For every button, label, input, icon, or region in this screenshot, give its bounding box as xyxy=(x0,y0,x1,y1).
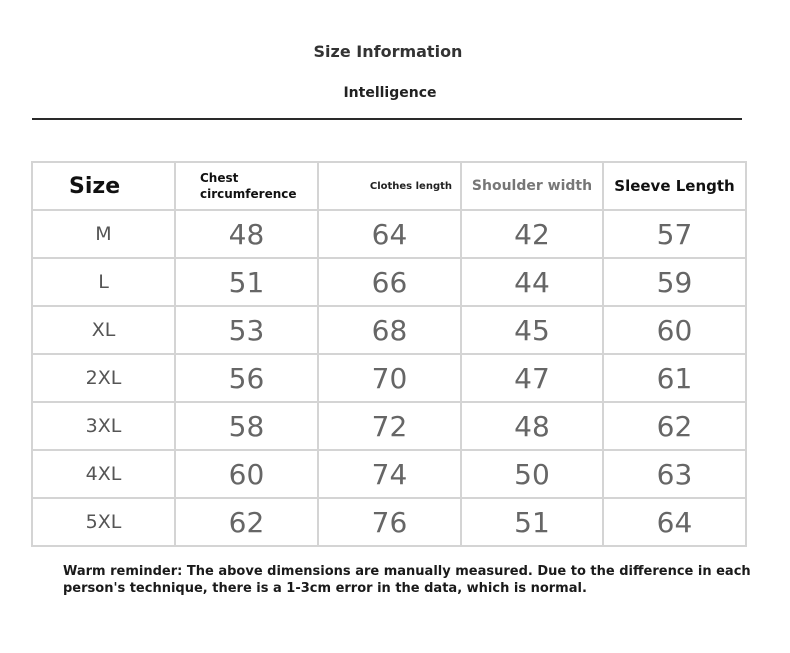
length-cell: 76 xyxy=(318,498,461,546)
sleeve-cell: 63 xyxy=(603,450,746,498)
size-cell: 2XL xyxy=(32,354,175,402)
header-sleeve-length: Sleeve Length xyxy=(603,162,746,210)
table-row xyxy=(32,258,746,306)
shoulder-cell: 45 xyxy=(461,306,603,354)
chest-cell: 53 xyxy=(175,306,318,354)
length-cell: 72 xyxy=(318,402,461,450)
shoulder-cell: 42 xyxy=(461,210,603,258)
measurement-note: Warm reminder: The above dimensions are manually measured. Due to the difference in each person's technique, there is a 1-3cm error in the data, which is normal. xyxy=(63,564,751,596)
length-cell: 68 xyxy=(318,306,461,354)
shoulder-cell: 50 xyxy=(461,450,603,498)
header-chest xyxy=(175,162,318,210)
sleeve-cell: 57 xyxy=(603,210,746,258)
shoulder-cell: 51 xyxy=(461,498,603,546)
table-row xyxy=(32,450,746,498)
title-divider xyxy=(32,118,742,120)
chest-cell: 51 xyxy=(175,258,318,306)
sleeve-cell: 62 xyxy=(603,402,746,450)
sleeve-cell: 61 xyxy=(603,354,746,402)
length-cell: 66 xyxy=(318,258,461,306)
size-cell: 3XL xyxy=(32,402,175,450)
length-cell: 74 xyxy=(318,450,461,498)
table-row xyxy=(32,210,746,258)
size-cell: XL xyxy=(32,306,175,354)
header-shoulder-width: Shoulder width xyxy=(461,162,603,210)
header-chest-line1: Chest xyxy=(200,171,239,185)
shoulder-cell: 44 xyxy=(461,258,603,306)
sleeve-cell: 60 xyxy=(603,306,746,354)
size-cell: 5XL xyxy=(32,498,175,546)
size-cell: M xyxy=(32,210,175,258)
header-size: Size xyxy=(32,162,175,210)
chest-cell: 56 xyxy=(175,354,318,402)
sleeve-cell: 59 xyxy=(603,258,746,306)
shoulder-cell: 47 xyxy=(461,354,603,402)
sleeve-cell: 64 xyxy=(603,498,746,546)
size-table xyxy=(31,161,747,547)
page-subtitle: Intelligence xyxy=(343,85,437,101)
table-row xyxy=(32,354,746,402)
chest-cell: 60 xyxy=(175,450,318,498)
table-row xyxy=(32,402,746,450)
shoulder-cell: 48 xyxy=(461,402,603,450)
header-chest-line2: circumference xyxy=(200,187,297,201)
chest-cell: 58 xyxy=(175,402,318,450)
length-cell: 70 xyxy=(318,354,461,402)
chest-cell: 48 xyxy=(175,210,318,258)
table-row xyxy=(32,498,746,546)
table-header-row xyxy=(32,162,746,210)
size-cell: 4XL xyxy=(32,450,175,498)
header-clothes-length: Clothes length xyxy=(318,162,461,210)
chest-cell: 62 xyxy=(175,498,318,546)
page-title: Size Information xyxy=(313,42,463,61)
size-cell: L xyxy=(32,258,175,306)
table-row xyxy=(32,306,746,354)
length-cell: 64 xyxy=(318,210,461,258)
